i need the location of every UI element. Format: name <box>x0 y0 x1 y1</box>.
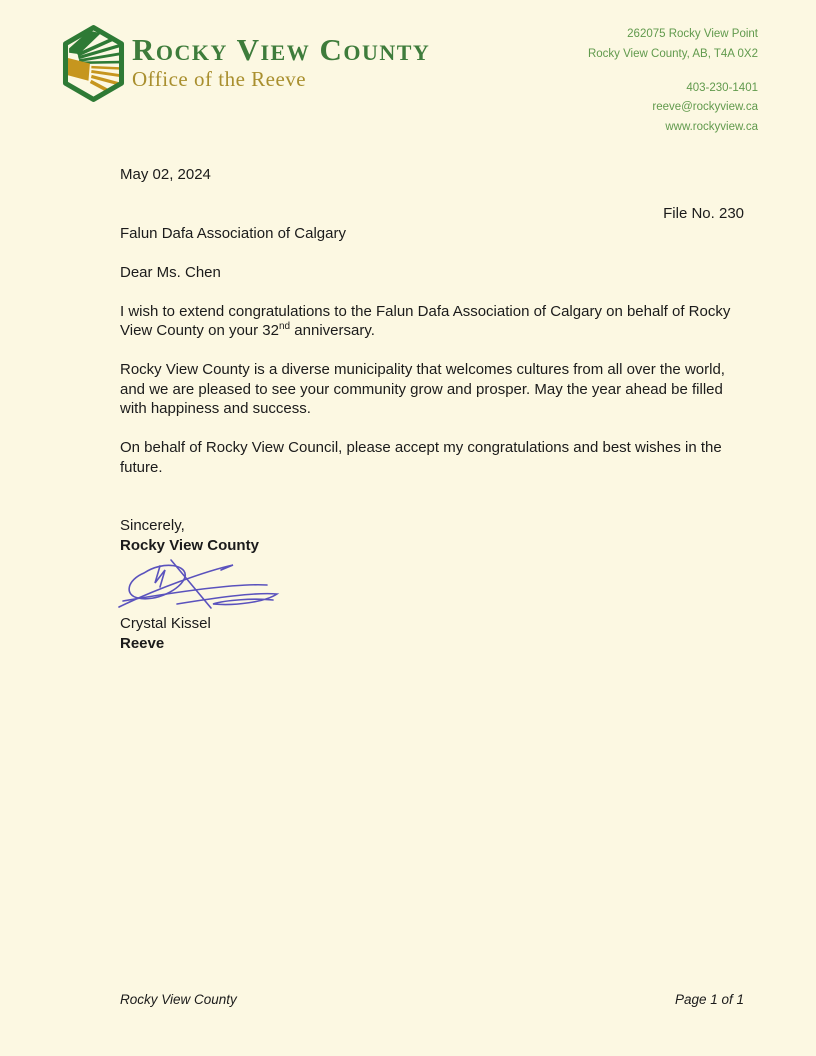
hexagon-logo-icon <box>57 24 130 103</box>
footer-left: Rocky View County <box>120 992 237 1007</box>
website-url: www.rockyview.ca <box>665 120 758 133</box>
file-number: File No. 230 <box>663 205 744 222</box>
letter-date: May 02, 2024 <box>120 166 211 183</box>
contact-gap <box>588 66 758 81</box>
signer-title: Reeve <box>120 634 165 652</box>
address-line-1: 262075 Rocky View Point <box>627 28 758 40</box>
handwritten-signature <box>114 556 744 612</box>
paragraph-1-text: I wish to extend congratulations to the Falun Dafa Association of Calgary on behalf of Rocky View County on your 32 <box>120 302 731 339</box>
closing: Sincerely, <box>120 517 185 534</box>
letter-body <box>120 165 744 653</box>
paragraph-1-tail: anniversary. <box>290 322 375 339</box>
org-name: Rocky View County <box>132 32 431 67</box>
email-address: reeve@rockyview.ca <box>652 101 758 113</box>
salutation: Dear Ms. Chen <box>120 263 221 281</box>
paragraph-1-superscript: nd <box>279 321 291 332</box>
wordmark <box>132 33 430 92</box>
letterhead <box>0 0 816 133</box>
signature-ink-icon <box>114 556 286 612</box>
paragraph-1 <box>120 302 744 341</box>
address-line-2: Rocky View County, AB, T4A 0X2 <box>587 47 758 60</box>
paragraph-2: Rocky View County is a diverse municipality that welcomes cultures from all over the world, and we are pleased to see your community grow and prosper. May the year ahead be filled with happiness and success. <box>120 361 725 417</box>
page-footer <box>120 992 744 1007</box>
office-name: Office of the Reeve <box>132 67 307 91</box>
phone-number: 403-230-1401 <box>686 81 758 94</box>
recipient-name: Falun Dafa Association of Calgary <box>120 224 346 242</box>
paragraph-3: On behalf of Rocky View Council, please accept my congratulations and best wishes in the future. <box>120 439 722 476</box>
footer-right: Page 1 of 1 <box>674 992 744 1007</box>
contact-block <box>588 27 758 139</box>
rocky-view-county-logo <box>57 24 130 103</box>
closing-org: Rocky View County <box>120 536 259 554</box>
signer-name: Crystal Kissel <box>120 615 211 632</box>
